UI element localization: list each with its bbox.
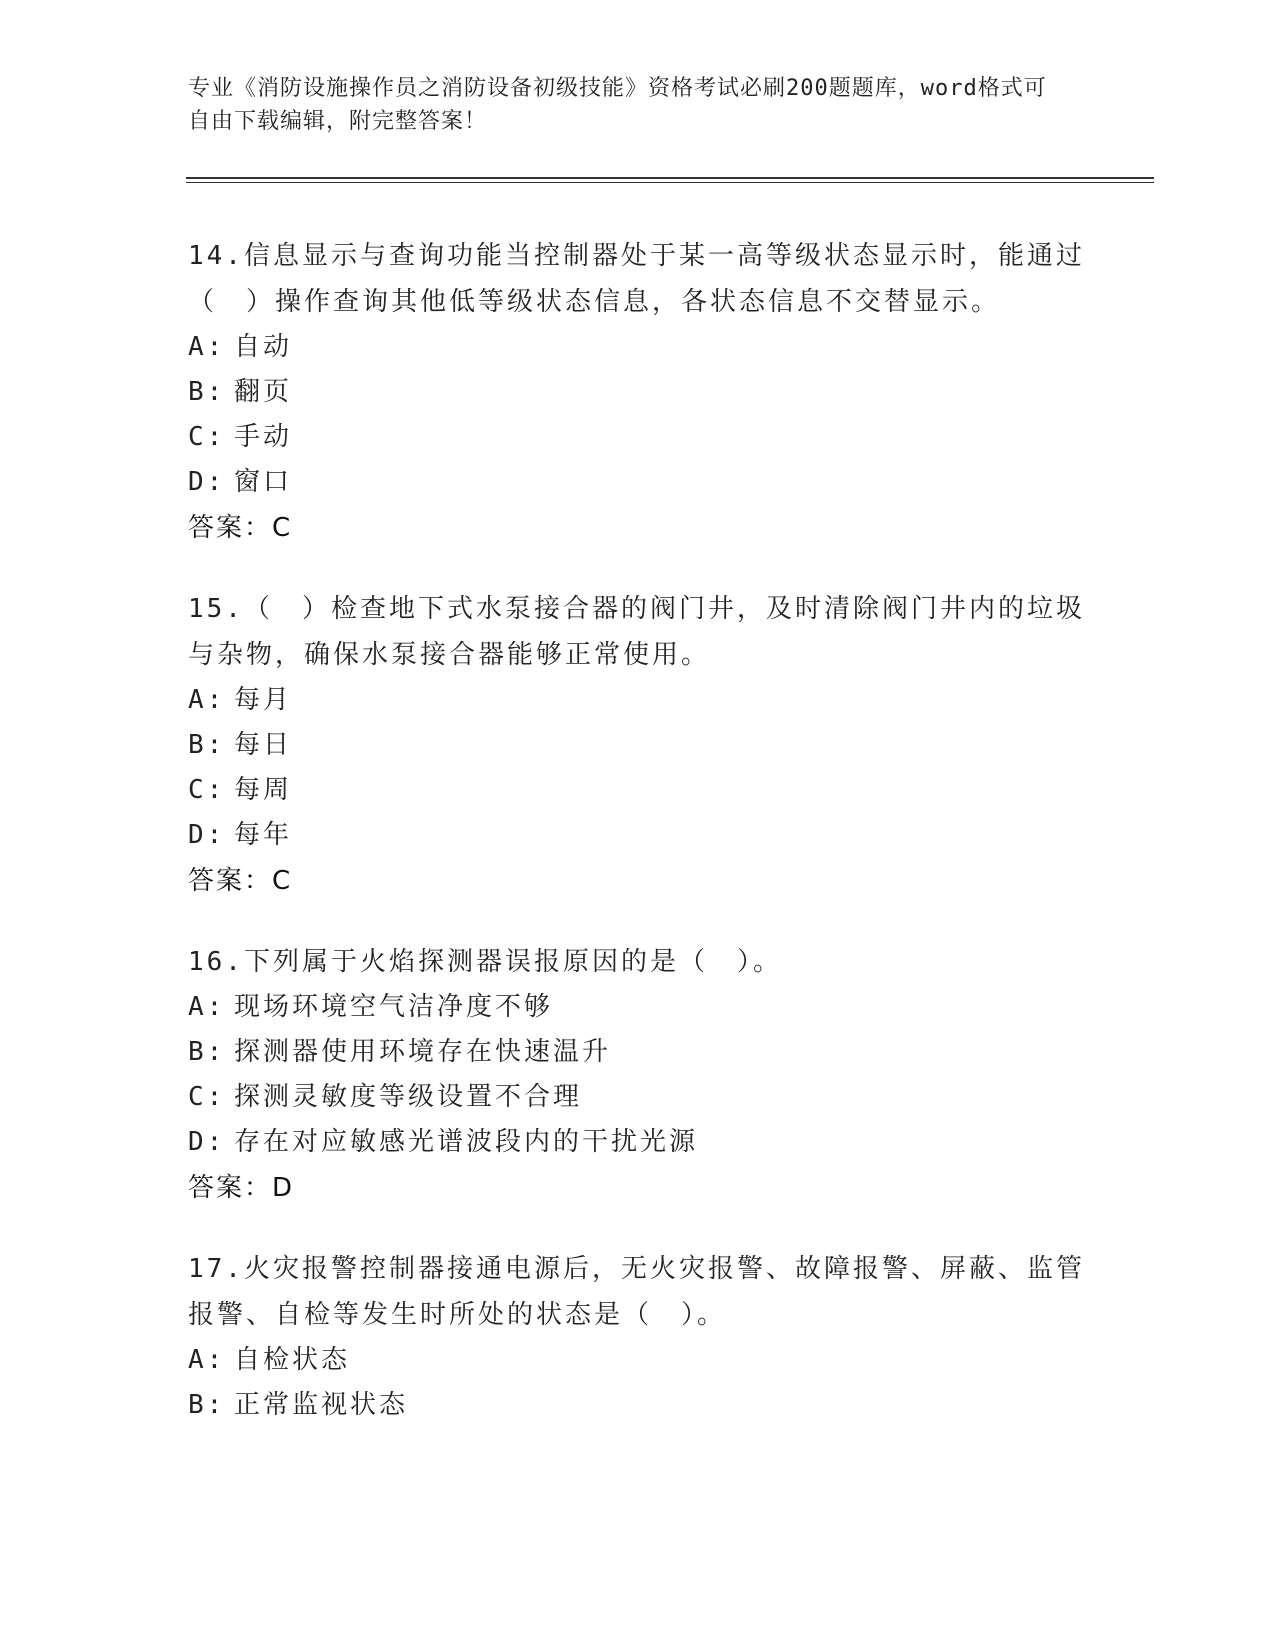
question-text: 火灾报警控制器接通电源后，无火灾报警、故障报警、屏蔽、监管报警、自检等发生时所处的状态是（ ）。 (188, 1254, 1085, 1330)
option-text: 翻页 (234, 377, 293, 407)
question-stem (188, 233, 1088, 325)
header-divider (186, 177, 1154, 183)
question-number: 16. (188, 947, 244, 977)
option-d (188, 460, 1088, 505)
option-text: 现场环境空气洁净度不够 (234, 992, 554, 1022)
option-text: 窗口 (234, 467, 293, 497)
question-stem (188, 586, 1088, 678)
option-text: 探测器使用环境存在快速温升 (234, 1037, 612, 1067)
option-text: 正常监视状态 (234, 1390, 409, 1420)
option-letter: D: (188, 1127, 226, 1157)
document-header: 专业《消防设施操作员之消防设备初级技能》资格考试必刷200题题库，word格式可自由下载编辑，附完整答案！ (188, 76, 1047, 134)
option-c (188, 1075, 1088, 1120)
option-a (188, 1338, 1088, 1383)
option-text: 手动 (234, 422, 293, 452)
question-number: 14. (188, 241, 244, 271)
option-b (188, 370, 1088, 415)
option-c (188, 415, 1088, 460)
question-14 (188, 233, 1088, 551)
option-text: 自检状态 (234, 1345, 351, 1375)
option-letter: A: (188, 685, 226, 715)
option-text: 自动 (234, 332, 293, 362)
question-17 (188, 1246, 1088, 1428)
option-d (188, 813, 1088, 858)
option-text: 每年 (234, 820, 293, 850)
option-text: 每月 (234, 685, 293, 715)
option-text: 存在对应敏感光谱波段内的干扰光源 (234, 1127, 699, 1157)
question-text: 信息显示与查询功能当控制器处于某一高等级状态显示时，能通过（ ）操作查询其他低等级状态信息，各状态信息不交替显示。 (188, 241, 1085, 317)
option-c (188, 768, 1088, 813)
question-text: 下列属于火焰探测器误报原因的是（ ）。 (243, 947, 782, 977)
question-number: 17. (188, 1254, 244, 1284)
option-b (188, 723, 1088, 768)
option-a (188, 678, 1088, 723)
option-b (188, 1383, 1088, 1428)
answer-line: 答案：C (188, 866, 293, 896)
question-stem (188, 939, 1088, 985)
option-d (188, 1120, 1088, 1165)
option-letter: A: (188, 992, 226, 1022)
option-text: 每周 (234, 775, 293, 805)
option-letter: B: (188, 1390, 226, 1420)
option-text: 探测灵敏度等级设置不合理 (234, 1082, 583, 1112)
option-letter: A: (188, 1345, 226, 1375)
question-stem (188, 1246, 1088, 1338)
question-16 (188, 939, 1088, 1211)
question-number: 15. (188, 594, 244, 624)
answer-line: 答案：C (188, 513, 293, 543)
option-a (188, 985, 1088, 1030)
option-letter: C: (188, 775, 226, 805)
option-text: 每日 (234, 730, 293, 760)
option-letter: D: (188, 467, 226, 497)
option-b (188, 1030, 1088, 1075)
option-letter: A: (188, 332, 226, 362)
option-letter: C: (188, 422, 226, 452)
option-letter: B: (188, 1037, 226, 1067)
option-letter: C: (188, 1082, 226, 1112)
question-text: （ ）检查地下式水泵接合器的阀门井，及时清除阀门井内的垃圾与杂物，确保水泵接合器能够正常使用。 (188, 594, 1085, 670)
question-15 (188, 586, 1088, 904)
question-list (188, 233, 1088, 1463)
option-a (188, 325, 1088, 370)
option-letter: D: (188, 820, 226, 850)
option-letter: B: (188, 730, 226, 760)
option-letter: B: (188, 377, 226, 407)
answer-line: 答案：D (188, 1173, 295, 1203)
